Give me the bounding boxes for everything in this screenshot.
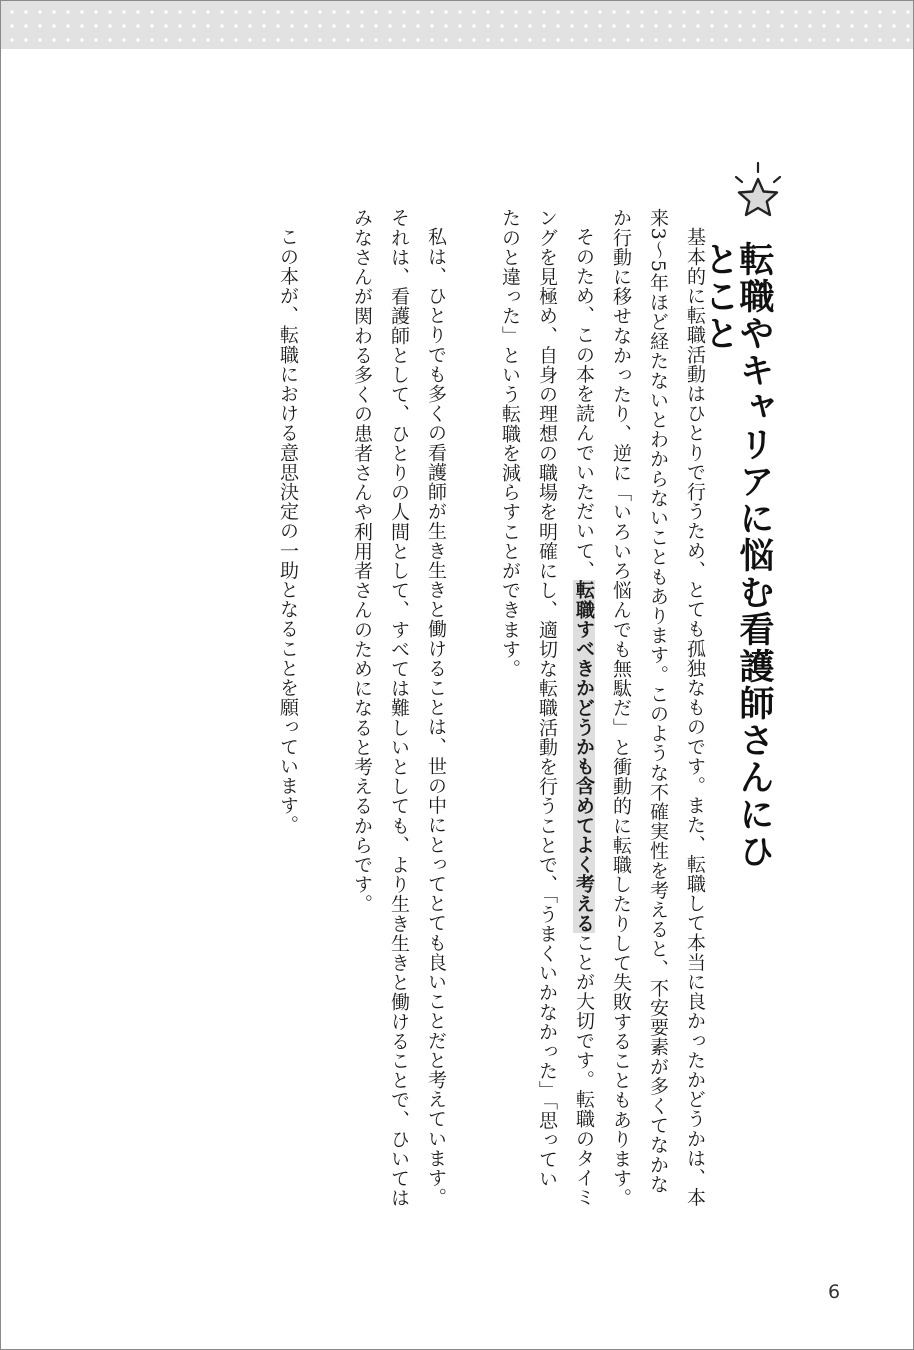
decorative-top-band	[1, 1, 913, 49]
paragraph-2	[491, 208, 602, 1208]
paragraph-3: 私は、ひとりでも多くの看護師が生き生きと働けることは、世の中にとってとても良いことだと考えています。それは、看護師として、ひとりの人間として、すべては難しいとしても、より生き生きと働けることで、ひいてはみなさんが関わる多くの患者さんや利用者さんのためになると考えるからです。	[351, 208, 447, 1208]
star-icon	[728, 161, 788, 225]
body-text	[269, 208, 713, 1208]
paragraph-4: この本が、転職における意思決定の一助となることを願っています。	[277, 227, 299, 835]
highlighted-phrase: 転職すべきかどうかも含めてよく考える	[573, 579, 595, 933]
paragraph-2-text-end: ことが大切です。転職のタイミングを見極め、自身の理想の職場を明確にし、適切な転職活動を行うことで、「うまくいかなかった」「思っていたのと違った」という転職を減らすことができます。	[499, 208, 595, 1208]
section-heading: 転職やキャリアに悩む看護師さんにひとこと	[699, 241, 774, 870]
paragraph-1: 基本的に転職活動はひとりで行うため、とても孤独なものです。また、転職して本当に良かったかどうかは、本来3～5年ほど経たないとわからないこともあります。このような不確実性を考えると、不安要素が多くてなかなか行動に移せなかったり、逆に「いろいろ悩んでも無駄だ」と衝動的に転職したりして失敗することもあります。	[610, 208, 706, 1208]
page-number: 6	[828, 1281, 841, 1303]
paragraph-2-text-start: そのため、この本を読んでいただいて、	[573, 227, 595, 580]
